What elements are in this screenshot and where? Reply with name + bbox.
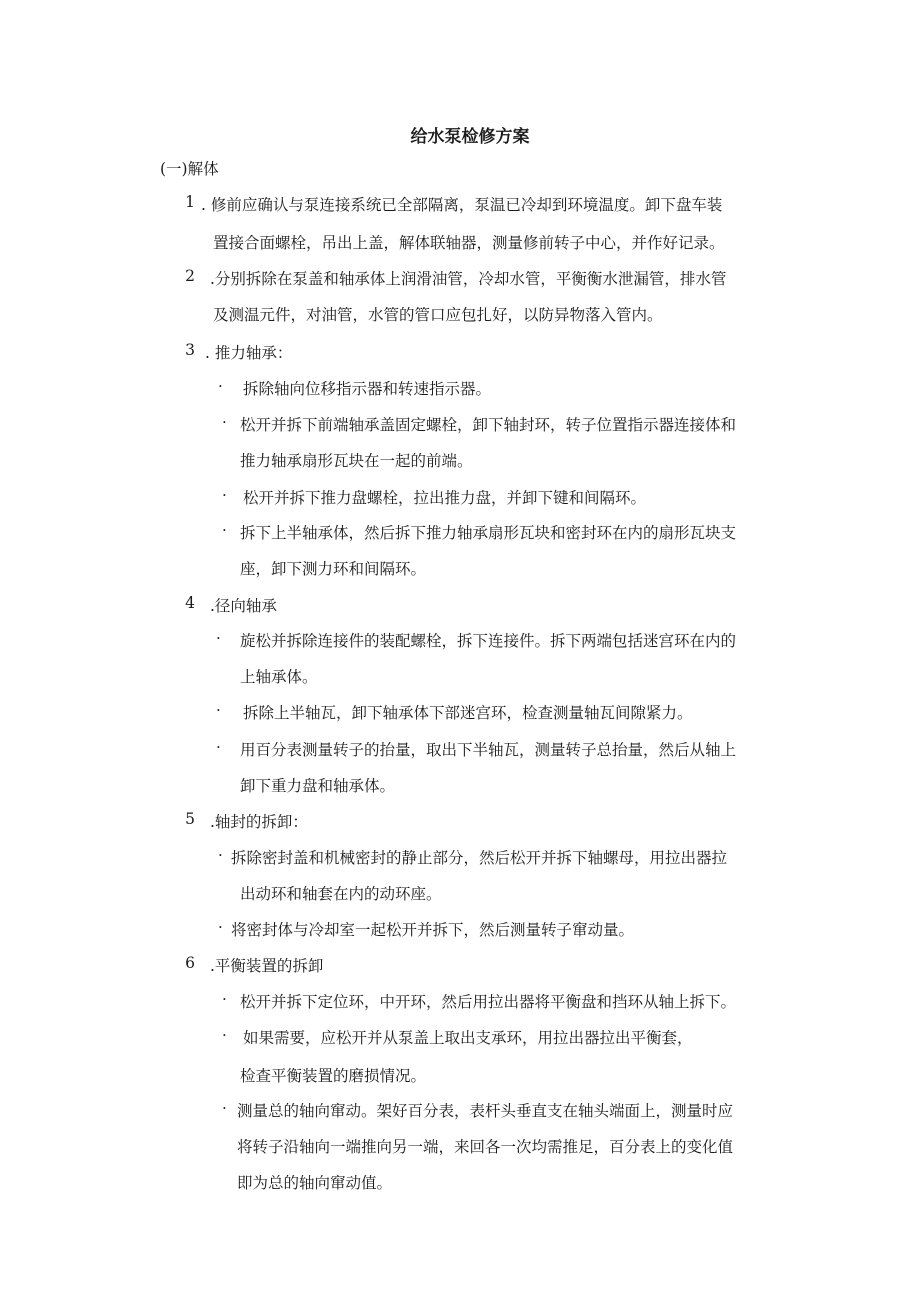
item-text: 置接合面螺栓，吊出上盖，解体联轴器，测量修前转子中心，并作好记录。 [213, 234, 725, 252]
bullet-text: 拆除轴向位移指示器和转速指示器。 [243, 380, 492, 398]
bullet-text: 松开并拆下推力盘螺栓，拉出推力盘，并卸下键和间隔环。 [243, 489, 647, 507]
section-heading: (一)解体 [160, 160, 219, 178]
bullet-text: 卸下重力盘和轴承体。 [240, 777, 396, 795]
bullet-icon: · [216, 738, 221, 756]
bullet-text: 拆除密封盖和机械密封的静止部分，然后松开并拆下轴螺母，用拉出器拉 [231, 849, 728, 867]
bullet-icon: · [218, 846, 223, 864]
document-title: 给水泵检修方案 [410, 127, 530, 147]
bullet-icon: · [222, 413, 227, 431]
bullet-icon: · [222, 1026, 227, 1044]
bullet-text: 出动环和轴套在内的动环座。 [240, 885, 442, 903]
bullet-text: 座，卸下测力环和间隔环。 [240, 560, 427, 578]
item-number: 6 [185, 954, 195, 972]
bullet-text: 检查平衡装置的磨损情况。 [240, 1067, 427, 1085]
bullet-text: 如果需要，应松开并从泵盖上取出支承环，用拉出器拉出平衡套， [243, 1029, 693, 1047]
bullet-text: 松开并拆下定位环，中开环，然后用拉出器将平衡盘和挡环从轴上拆下。 [240, 993, 737, 1011]
bullet-text: 即为总的轴向窜动值。 [237, 1174, 393, 1192]
bullet-text: 测量总的轴向窜动。架好百分表，表杆头垂直支在轴头端面上，测量时应 [237, 1102, 734, 1120]
bullet-text: 推力轴承扇形瓦块在一起的前端。 [240, 452, 473, 470]
bullet-text: 松开并拆下前端轴承盖固定螺栓，卸下轴封环，转子位置指示器连接体和 [240, 416, 737, 434]
item-text: 及测温元件，对油管，水管的管口应包扎好，以防异物落入管内。 [213, 306, 663, 324]
bullet-icon: · [216, 629, 221, 647]
item-number: 1 [185, 193, 195, 211]
item-heading: .平衡装置的拆卸 [210, 957, 324, 975]
item-heading: .径向轴承 [210, 597, 277, 615]
bullet-icon: · [222, 1099, 227, 1117]
bullet-text: 拆下上半轴承体，然后拆下推力轴承扇形瓦块和密封环在内的扇形瓦块支 [240, 524, 737, 542]
bullet-text: 将转子沿轴向一端推向另一端，来回各一次均需推足，百分表上的变化值 [237, 1138, 734, 1156]
item-number: 2 [185, 267, 195, 285]
item-number: 3 [185, 341, 195, 359]
bullet-icon: · [222, 486, 227, 504]
bullet-icon: · [218, 377, 223, 395]
bullet-icon: · [218, 918, 223, 936]
bullet-text: 拆除上半轴瓦，卸下轴承体下部迷宫环，检查测量轴瓦间隙紧力。 [243, 704, 693, 722]
item-text: .分别拆除在泵盖和轴承体上润滑油管，冷却水管，平衡衡水泄漏管，排水管 [210, 270, 727, 288]
bullet-icon: · [222, 521, 227, 539]
item-number: 4 [185, 594, 195, 612]
bullet-icon: · [222, 990, 227, 1008]
item-text: . 修前应确认与泵连接系统已全部隔离，泵温已冷却到环境温度。卸下盘车装 [201, 196, 723, 214]
item-heading: .轴封的拆卸： [210, 813, 308, 831]
bullet-text: 用百分表测量转子的抬量，取出下半轴瓦，测量转子总抬量，然后从轴上 [240, 741, 737, 759]
bullet-text: 旋松并拆除连接件的装配螺栓，拆下连接件。拆下两端包括迷宫环在内的 [240, 632, 737, 650]
bullet-icon: · [216, 701, 221, 719]
bullet-text: 将密封体与冷却室一起松开并拆下，然后测量转子窜动量。 [231, 921, 635, 939]
item-heading: . 推力轴承： [205, 344, 293, 362]
item-number: 5 [185, 810, 195, 828]
bullet-text: 上轴承体。 [240, 668, 318, 686]
